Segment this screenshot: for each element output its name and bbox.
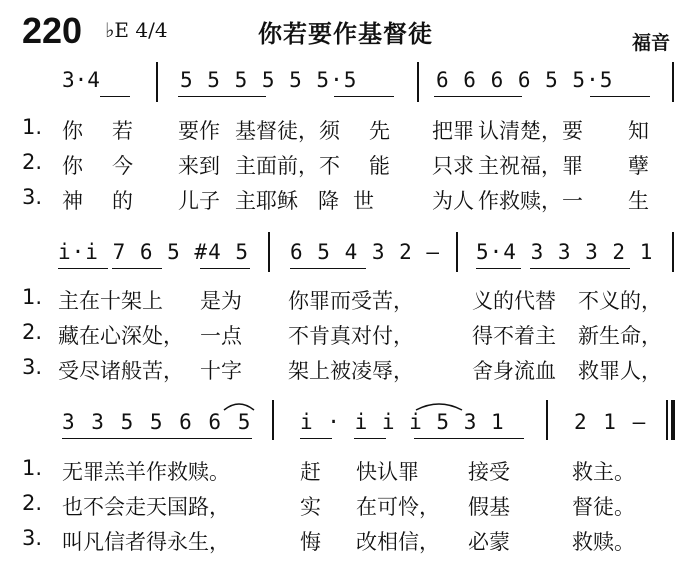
barline <box>672 62 674 102</box>
beam <box>300 438 332 439</box>
lyric: 新生命， <box>578 324 662 348</box>
lyric: 主在十架上 <box>58 289 163 313</box>
lyric: 赶 <box>300 460 321 484</box>
beam <box>62 438 252 439</box>
lyric: 主耶稣 <box>235 189 298 213</box>
lyric: 儿子 <box>178 189 220 213</box>
lyric: 要作 <box>178 119 220 143</box>
lyric: 快认罪 <box>356 460 419 484</box>
lyric: 的 <box>112 189 133 213</box>
lyric: 在可怜， <box>356 495 440 519</box>
barline <box>672 232 674 272</box>
beam <box>434 96 522 97</box>
tie-arc <box>222 398 256 412</box>
verse-number: 1. <box>22 285 43 309</box>
beam <box>476 268 521 269</box>
lyric: 改相信， <box>356 530 440 554</box>
measure-1-3: 6 6 6 6 5 5·5 <box>436 68 614 92</box>
lyric: 实 <box>300 495 321 519</box>
lyric: 你 <box>62 119 83 143</box>
measure-3-1: 3 3 5 5 6 6 5 <box>62 410 253 434</box>
lyric: 降世 <box>318 189 388 213</box>
lyric: 十字 <box>200 359 242 383</box>
lyric: 今 <box>112 154 133 178</box>
lyric: 若 <box>112 119 133 143</box>
barline <box>156 62 158 102</box>
lyric: 先 <box>369 119 390 143</box>
beam <box>290 268 366 269</box>
lyric: 主面前，不 <box>235 154 340 178</box>
lyric: 救罪人， <box>578 359 662 383</box>
beam <box>112 268 162 269</box>
lyric: 必蒙 <box>468 530 510 554</box>
lyric: 知 <box>628 119 649 143</box>
lyric: 藏在心深处， <box>58 324 184 348</box>
lyric: 能 <box>369 154 390 178</box>
barline <box>456 232 458 272</box>
beam <box>178 96 266 97</box>
lyric: 为人 <box>432 189 474 213</box>
barline-end <box>666 400 668 440</box>
barline <box>546 400 548 440</box>
verse-number: 2. <box>22 320 43 344</box>
beam <box>334 96 394 97</box>
measure-3-3: 2 1 — <box>574 410 648 434</box>
lyric: 架上被凌辱， <box>288 359 414 383</box>
beam <box>200 268 250 269</box>
lyric: 认清楚，要 <box>478 119 583 143</box>
measure-2-1: i·i 7 6 5 #4 5 <box>58 240 250 264</box>
lyric: 是为 <box>200 289 242 313</box>
hymn-number: 220 <box>22 10 83 51</box>
lyric: 把罪 <box>432 119 474 143</box>
verse-number: 1. <box>22 115 43 139</box>
lyric: 得不着主 <box>472 324 556 348</box>
measure-3-2: i · i i i 5 3 1 <box>300 410 505 434</box>
verse-number: 3. <box>22 355 43 379</box>
lyric: 神 <box>62 189 83 213</box>
hymn-source: 福音 <box>632 32 671 54</box>
lyric: 救赎。 <box>572 530 635 554</box>
beam <box>100 96 130 97</box>
beam <box>530 268 630 269</box>
hymn-title: 你若要作基督徒 <box>258 20 433 48</box>
lyric: 孽 <box>628 154 649 178</box>
lyric: 你罪而受苦， <box>288 289 414 313</box>
verse-number: 1. <box>22 456 43 480</box>
lyric: 也不会走天国路， <box>62 495 230 519</box>
lyric: 一点 <box>200 324 242 348</box>
lyric: 无罪羔羊作救赎。 <box>62 460 230 484</box>
lyric: 受尽诸般苦， <box>58 359 184 383</box>
barline <box>268 232 270 272</box>
beam <box>354 438 386 439</box>
lyric: 舍身流血 <box>472 359 556 383</box>
lyric: 义的代替 <box>472 289 556 313</box>
verse-number: 2. <box>22 150 43 174</box>
verse-number: 3. <box>22 185 43 209</box>
lyric: 基督徒，须 <box>235 119 340 143</box>
beam <box>58 268 108 269</box>
beam <box>414 438 524 439</box>
lyric: 接受 <box>468 460 510 484</box>
lyric: 不义的， <box>578 289 662 313</box>
beam <box>590 96 650 97</box>
lyric: 作救赎，一 <box>478 189 583 213</box>
verse-number: 2. <box>22 491 43 515</box>
barline-final <box>671 400 675 440</box>
lyric: 来到 <box>178 154 220 178</box>
measure-1-2: 5 5 5 5 5 5·5 <box>180 68 358 92</box>
lyric: 不肯真对付， <box>288 324 414 348</box>
lyric: 假基 <box>468 495 510 519</box>
barline <box>417 62 419 102</box>
measure-2-2: 6 5 4 3 2 — <box>290 240 441 264</box>
verse-number: 3. <box>22 526 43 550</box>
barline <box>272 400 274 440</box>
lyric: 救主。 <box>572 460 635 484</box>
measure-2-3: 5·4 3 3 3 2 1 <box>476 240 654 264</box>
lyric: 叫凡信者得永生， <box>62 530 230 554</box>
lyric: 只求 <box>432 154 474 178</box>
lyric: 督徒。 <box>572 495 635 519</box>
lyric: 悔 <box>300 530 321 554</box>
lyric: 你 <box>62 154 83 178</box>
slur-arc <box>414 398 464 412</box>
measure-1-1: 3·4 <box>62 68 100 92</box>
lyric: 生 <box>628 189 649 213</box>
lyric: 主祝福，罪 <box>478 154 583 178</box>
key-signature: ♭E 4/4 <box>105 18 168 42</box>
